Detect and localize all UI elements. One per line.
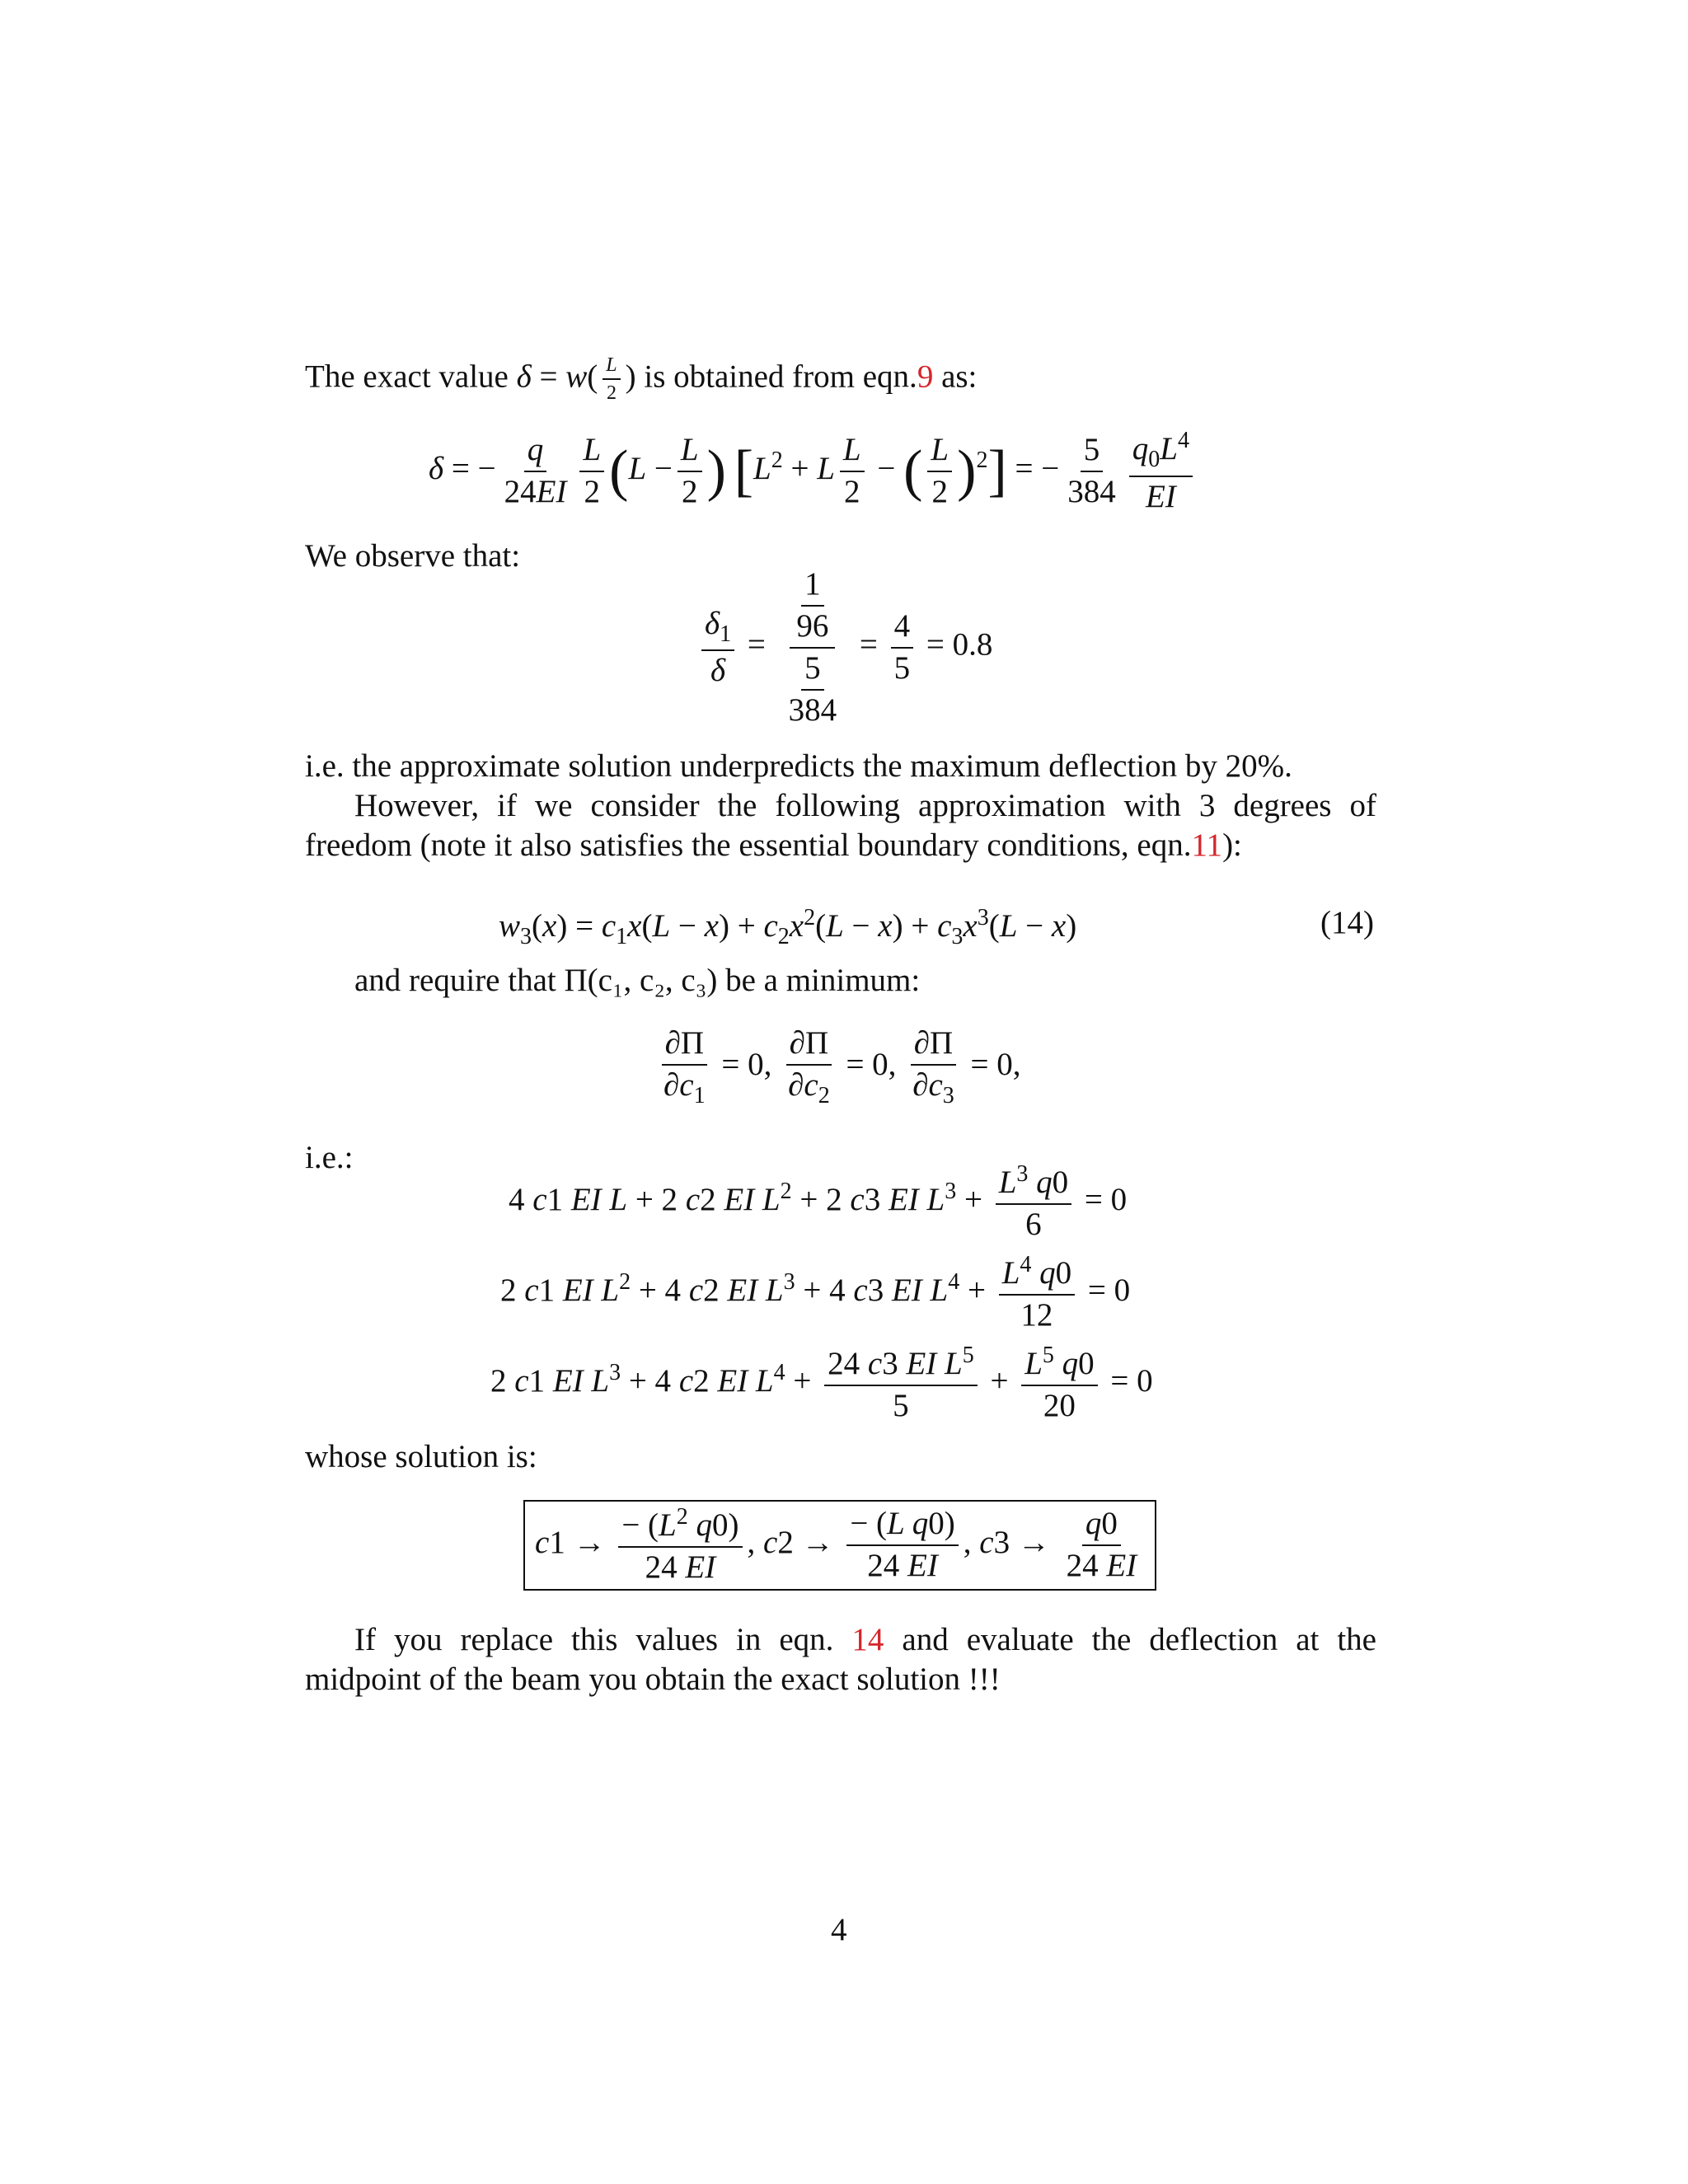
final-line-2: midpoint of the beam you obtain the exact solution !!!	[305, 1661, 1001, 1697]
exact-value-intro: The exact value δ = w( $\frac{L}{2}$ ) is obtained from eqn.9 as:	[305, 354, 978, 405]
underpredict-text: i.e. the approximate solution underpredicts the maximum deflection by 20%.	[305, 748, 1292, 784]
however-line-2	[305, 829, 1242, 861]
equation-14-number: (14)	[1320, 905, 1374, 940]
intro-text-c: as:	[941, 359, 978, 395]
equation-ratio: $\frac{\delta_1}{\delta}$ = $\frac{\frac{1}{96}}{\frac{5}{384}}$ = $\frac{4}{5}$ = 0.8	[696, 567, 992, 729]
however-line-1: However, if we consider the following approximation with 3 degrees of	[354, 788, 1376, 823]
however-text: freedom (note it also satisfies the essential boundary conditions, eqn.	[305, 827, 1192, 863]
ratio-result: = 0.8	[926, 626, 993, 663]
sys-rhs-3: = 0	[1110, 1362, 1153, 1399]
equation-partials: $\frac{\partial\Pi}{\partial c_1}$ = 0, $\frac{\partial\Pi}{\partial c_2}$ = 0, $\frac{\partial\Pi}{\partial c_3}$ = 0,	[655, 1026, 1021, 1108]
final-text-b: and evaluate the deflection at the	[902, 1622, 1376, 1657]
solution-box: c1 → $\frac{- (L^2 q0)}{24 EI}$ , c2 → $\frac{\text{− (L q0)}}{24 EI}$ , c3 → $\frac{q0}{24 EI}$	[523, 1500, 1156, 1591]
system-eq-3: 2 c1 EI $L^3 + 4$ c2 EI $L^4$ + $\frac{24 c3 EI L^5}{5}$ + $\frac{L^5 q0}{20}$ = 0	[490, 1343, 1153, 1423]
page-number: 4	[831, 1912, 847, 1947]
eqn-ref-9[interactable]: 9	[917, 359, 934, 395]
sys-rhs-1: = 0	[1084, 1181, 1128, 1217]
intro-text-a: The exact value	[305, 359, 509, 395]
equation-14: $w_3(x) = c_1x(L - x) + c_2x^2(L - x) + c_3x^3(L - x)$	[499, 905, 1077, 949]
system-eq-1: 4 c1 EI L + 2 c2 EI $L^2 + 2$ c3 EI $L^3$ + $\frac{L^3 q0}{6}$ = 0	[509, 1161, 1128, 1242]
eqn-ref-14[interactable]: 14	[851, 1622, 884, 1657]
system-eq-2: 2 c1 EI $L^2 + 4$ c2 EI $L^3 + 4$ c3 EI $L^4$ + $\frac{L^4 q0}{12}$ = 0	[500, 1252, 1131, 1333]
ie-text: i.e.:	[305, 1140, 354, 1175]
whose-text: whose solution is:	[305, 1439, 537, 1474]
equation-exact-delta: δ = − $\frac{q}{24EI}$ $\frac{L}{2}$ (L − $\frac{L}{2}$ ) [$L^2 + L$ $\frac{L}{2}$ − ( $\frac{L}{2}$ )$^2$] = − $\frac{5}{384}$ $\frac{q_0L^4}{EI}$	[429, 429, 1198, 514]
final-line-1	[354, 1624, 1376, 1656]
sys-rhs-2: = 0	[1087, 1272, 1131, 1308]
however-text-end: ):	[1222, 827, 1242, 863]
eqn-ref-11[interactable]: 11	[1191, 827, 1223, 863]
intro-text-b: is obtained from eqn.	[644, 359, 917, 395]
require-text: and require that Π(c₁, c₂, c₃) be a minimum:	[354, 963, 921, 998]
observe-text: We observe that:	[305, 538, 521, 574]
final-text-a: If you replace this values in eqn.	[354, 1622, 834, 1657]
